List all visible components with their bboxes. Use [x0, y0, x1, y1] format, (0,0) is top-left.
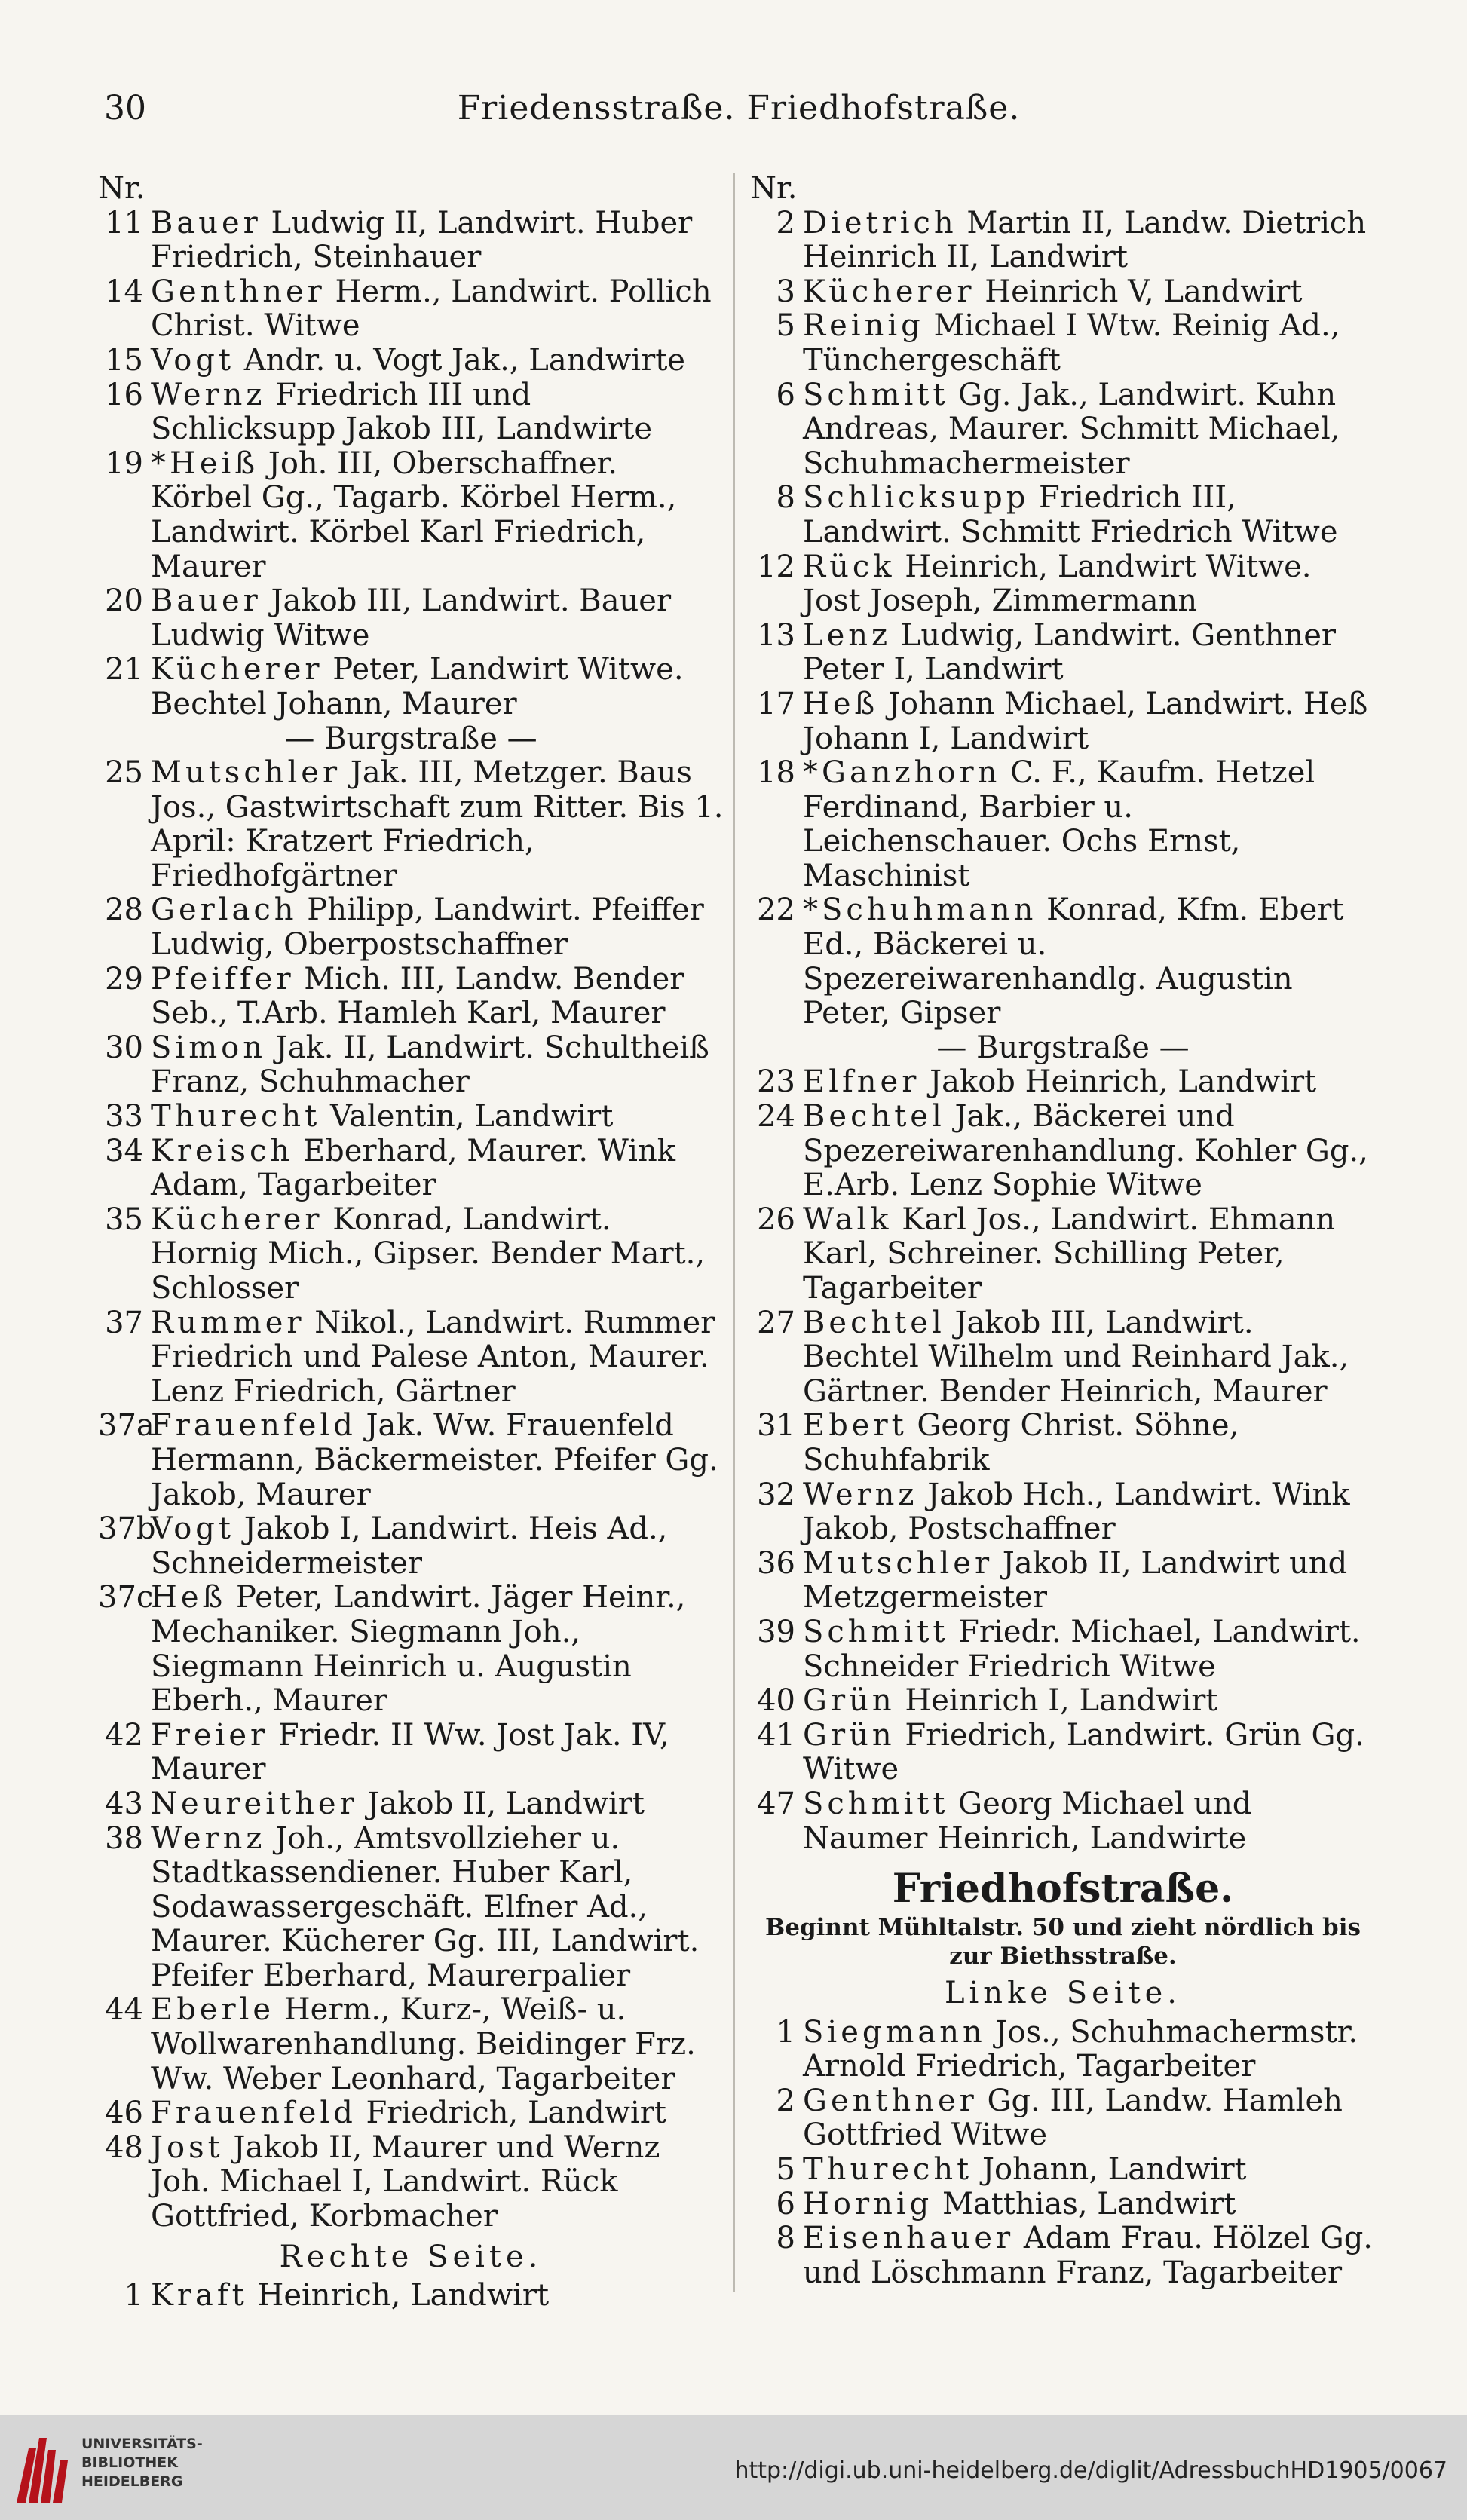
- list-item: [750, 2084, 1376, 2153]
- resident-surname: Grün: [803, 1717, 896, 1753]
- street-description: Beginnt Mühltalstr. 50 und zieht nördlich bis zur Biethsstraße.: [765, 1914, 1361, 1970]
- running-title: Friedensstraße. Friedhofstraße.: [457, 89, 1021, 127]
- page-number: 30: [104, 89, 146, 127]
- list-item: [98, 1993, 724, 2096]
- list-item: [750, 275, 1376, 310]
- resident-surname: Eberle: [151, 1992, 275, 2028]
- list-item: [98, 207, 724, 275]
- house-number: 37b: [98, 1511, 156, 1547]
- entry-list: [98, 756, 724, 2234]
- house-number: 20: [105, 583, 143, 619]
- right-column: [750, 172, 1376, 2290]
- house-number: 43: [105, 1786, 143, 1821]
- resident-surname: Gerlach: [151, 893, 298, 928]
- list-item: [98, 584, 724, 653]
- list-item: [98, 1031, 724, 1100]
- resident-details: Eberhard, Maurer. Wink Adam, Tagarbeiter: [151, 1133, 675, 1203]
- resident-surname: Freier: [151, 1717, 269, 1753]
- resident-details: Georg Christ. Söhne, Schuhfabrik: [803, 1408, 1239, 1477]
- resident-details: Adam Frau. Hölzel Gg. und Löschmann Franz, Tagarbeiter: [803, 2221, 1374, 2290]
- list-item: [750, 2153, 1376, 2188]
- list-item: [98, 653, 724, 721]
- resident-surname: Simon: [151, 1030, 266, 1065]
- list-item: [750, 2221, 1376, 2290]
- list-item: [98, 447, 724, 584]
- house-number: 28: [105, 893, 143, 928]
- entry-list: [750, 2016, 1376, 2291]
- resident-details: Georg Michael und Naumer Heinrich, Landwirte: [803, 1786, 1252, 1856]
- resident-details: Konrad, Landwirt. Hornig Mich., Gipser. Bender Mart., Schlosser: [151, 1202, 706, 1306]
- resident-surname: Rück: [803, 549, 896, 584]
- resident-details: Jakob Heinrich, Landwirt: [920, 1064, 1317, 1100]
- resident-details: Jakob Hch., Landwirt. Wink Jakob, Postschaffner: [803, 1477, 1350, 1547]
- house-number: 37c: [98, 1580, 154, 1615]
- resident-surname: Mutschler: [803, 1545, 994, 1581]
- list-item: [750, 1684, 1376, 1719]
- house-number: 46: [105, 2096, 143, 2131]
- house-number: 8: [776, 2221, 795, 2256]
- resident-surname: Schmitt: [803, 377, 949, 412]
- list-item: [750, 1547, 1376, 1615]
- resident-details: Friedrich III, Landwirt. Schmitt Friedrich Witwe: [803, 480, 1338, 550]
- column-divider: [734, 173, 735, 2292]
- resident-surname: Heß: [151, 1580, 227, 1615]
- house-number: 8: [776, 480, 795, 516]
- resident-details: Johann Michael, Landwirt. Heß Johann I, Landwirt: [803, 686, 1368, 756]
- list-item: [750, 1065, 1376, 1100]
- resident-details: Gg. III, Landw. Hamleh Gottfried Witwe: [803, 2083, 1343, 2153]
- house-number: 18: [757, 755, 795, 791]
- house-number: 23: [757, 1064, 795, 1100]
- nr-label: Nr.: [98, 171, 145, 206]
- house-number: 21: [105, 652, 143, 687]
- list-item: [750, 1787, 1376, 1856]
- resident-details: Herm., Landwirt. Pollich Christ. Witwe: [151, 274, 712, 344]
- resident-details: Philipp, Landwirt. Pfeiffer Ludwig, Oberpostschaffner: [151, 893, 704, 963]
- house-number: 22: [757, 893, 795, 928]
- list-item: [98, 2131, 724, 2234]
- resident-surname: Genthner: [151, 274, 326, 309]
- library-name-line: BIBLIOTHEK: [81, 2454, 178, 2471]
- resident-surname: *Schuhmann: [803, 893, 1037, 928]
- list-item: [750, 550, 1376, 619]
- list-item: [98, 1512, 724, 1581]
- house-number: 16: [105, 377, 143, 412]
- list-item: [98, 2096, 724, 2131]
- resident-surname: Wernz: [151, 377, 266, 412]
- list-item: [98, 1719, 724, 1787]
- resident-details: Heinrich V, Landwirt: [975, 274, 1303, 309]
- resident-details: Heinrich I, Landwirt: [895, 1683, 1218, 1719]
- house-number: 29: [105, 961, 143, 997]
- resident-details: Friedrich, Landwirt. Grün Gg. Witwe: [803, 1717, 1364, 1787]
- resident-details: Jak., Bäckerei und Spezereiwarenhandlung. Kohler Gg., E.Arb. Lenz Sophie Witwe: [803, 1099, 1368, 1203]
- house-number: 17: [757, 686, 795, 721]
- resident-surname: Kücherer: [803, 274, 975, 309]
- resident-details: Friedrich, Landwirt: [356, 2096, 666, 2131]
- list-item: [750, 619, 1376, 687]
- house-number: 37a: [98, 1408, 155, 1444]
- resident-details: Heinrich, Landwirt Witwe. Jost Joseph, Zimmermann: [803, 549, 1312, 619]
- resident-details: Friedr. II Ww. Jost Jak. IV, Maurer: [151, 1717, 669, 1787]
- entry-list: [98, 207, 724, 722]
- resident-surname: Bechtel: [803, 1099, 945, 1134]
- resident-surname: Vogt: [151, 342, 234, 378]
- house-number: 40: [757, 1683, 795, 1719]
- resident-surname: Kraft: [151, 2278, 248, 2313]
- house-number: 27: [757, 1305, 795, 1340]
- resident-surname: Genthner: [803, 2083, 978, 2118]
- house-number: 5: [776, 308, 795, 344]
- entry-list: [750, 1065, 1376, 1856]
- list-item: [98, 1306, 724, 1410]
- list-item: [98, 344, 724, 378]
- resident-details: Jak. III, Metzger. Baus Jos., Gastwirtschaft zum Ritter. Bis 1. April: Kratzert Friedrich, Friedhofgärtner: [151, 755, 724, 893]
- house-number: 11: [105, 205, 143, 240]
- resident-surname: Hornig: [803, 2186, 933, 2221]
- house-number: 33: [105, 1099, 143, 1134]
- left-column: [98, 172, 724, 2313]
- house-number: 3: [776, 274, 795, 309]
- resident-details: Karl Jos., Landwirt. Ehmann Karl, Schreiner. Schilling Peter, Tagarbeiter: [803, 1202, 1336, 1306]
- list-item: [750, 1615, 1376, 1684]
- house-number: 36: [757, 1545, 795, 1581]
- house-number: 48: [105, 2130, 143, 2165]
- house-number: 39: [757, 1614, 795, 1649]
- list-item: [98, 756, 724, 893]
- resident-details: Jakob I, Landwirt. Heis Ad., Schneidermeister: [151, 1511, 668, 1581]
- house-number: 24: [757, 1099, 795, 1134]
- list-item: [750, 2188, 1376, 2222]
- library-name: [81, 2435, 203, 2491]
- resident-surname: Kücherer: [151, 652, 323, 687]
- resident-details: C. F., Kaufm. Hetzel Ferdinand, Barbier u. Leichenschauer. Ochs Ernst, Maschinist: [803, 755, 1315, 893]
- resident-surname: Dietrich: [803, 205, 957, 240]
- library-name-line: HEIDELBERG: [81, 2473, 183, 2490]
- resident-surname: Jost: [151, 2130, 224, 2165]
- resident-details: Joh. III, Oberschaffner. Körbel Gg., Tagarb. Körbel Herm., Landwirt. Körbel Karl Friedrich, Maurer: [151, 446, 677, 584]
- resident-surname: Neureither: [151, 1786, 358, 1821]
- page-header: [98, 89, 1380, 131]
- list-item: [98, 1203, 724, 1306]
- resident-details: Nikol., Landwirt. Rummer Friedrich und Palese Anton, Maurer. Lenz Friedrich, Gärtner: [151, 1305, 715, 1409]
- house-number: 14: [105, 274, 143, 309]
- house-number: 30: [105, 1030, 143, 1065]
- side-heading: Rechte Seite.: [279, 2239, 543, 2274]
- footer-bar: [0, 2415, 1467, 2520]
- resident-details: Ludwig II, Landwirt. Huber Friedrich, Steinhauer: [151, 205, 693, 275]
- list-item: [750, 1719, 1376, 1787]
- resident-surname: Lenz: [803, 617, 892, 653]
- resident-surname: Rummer: [151, 1305, 305, 1340]
- resident-surname: Thurecht: [151, 1099, 321, 1134]
- house-number: 19: [105, 446, 143, 481]
- house-number: 44: [105, 1992, 143, 2028]
- street-marker: — Burgstraße —: [936, 1030, 1190, 1065]
- resident-surname: Wernz: [803, 1477, 918, 1512]
- house-number: 6: [776, 377, 795, 412]
- library-logo-icon: [14, 2427, 72, 2506]
- house-number: 2: [776, 205, 795, 240]
- house-number: 34: [105, 1133, 143, 1168]
- resident-details: Michael I Wtw. Reinig Ad., Tünchergeschäft: [803, 308, 1340, 378]
- list-item: [98, 2279, 724, 2313]
- resident-surname: Grün: [803, 1683, 896, 1719]
- resident-details: Valentin, Landwirt: [320, 1099, 614, 1134]
- resident-details: Andr. u. Vogt Jak., Landwirte: [234, 342, 685, 378]
- resident-details: Jakob II, Maurer und Wernz Joh. Michael I, Landwirt. Rück Gottfried, Korbmacher: [151, 2130, 660, 2234]
- street-title: Friedhofstraße.: [892, 1866, 1234, 1912]
- house-number: 26: [757, 1202, 795, 1237]
- house-number: 38: [105, 1820, 143, 1856]
- resident-details: Ludwig, Landwirt. Genthner Peter I, Landwirt: [803, 617, 1336, 687]
- house-number: 13: [757, 617, 795, 653]
- list-item: [98, 275, 724, 344]
- house-number: 5: [776, 2152, 795, 2188]
- list-item: [750, 1203, 1376, 1306]
- resident-surname: Ebert: [803, 1408, 908, 1444]
- list-item: [750, 687, 1376, 756]
- entry-list: [750, 207, 1376, 1031]
- house-number: 47: [757, 1786, 795, 1821]
- resident-surname: Eisenhauer: [803, 2221, 1015, 2256]
- house-number: 15: [105, 342, 143, 378]
- resident-details: Peter, Landwirt. Jäger Heinr., Mechaniker. Siegmann Joh., Siegmann Heinrich u. Augustin Eberh., Maurer: [151, 1580, 686, 1719]
- entry-list: [98, 2279, 724, 2313]
- resident-surname: Kücherer: [151, 1202, 323, 1237]
- list-item: [98, 1822, 724, 1994]
- resident-surname: Bauer: [151, 205, 262, 240]
- list-item: [750, 1409, 1376, 1477]
- list-item: [98, 1787, 724, 1822]
- resident-details: Mich. III, Landw. Bender Seb., T.Arb. Hamleh Karl, Maurer: [151, 961, 684, 1031]
- list-item: [750, 207, 1376, 275]
- resident-surname: Schmitt: [803, 1614, 949, 1649]
- list-item: [750, 1306, 1376, 1410]
- resident-details: Jakob III, Landwirt. Bechtel Wilhelm und Reinhard Jak., Gärtner. Bender Heinrich, Maurer: [803, 1305, 1349, 1409]
- street-marker: — Burgstraße —: [284, 721, 537, 756]
- list-item: [98, 963, 724, 1031]
- list-item: [750, 1100, 1376, 1203]
- resident-surname: Schmitt: [803, 1786, 949, 1821]
- resident-details: Friedr. Michael, Landwirt. Schneider Friedrich Witwe: [803, 1614, 1361, 1684]
- resident-details: Joh., Amtsvollzieher u. Stadtkassendiener. Huber Karl, Sodawassergeschäft. Elfner Ad., Maurer. Kücherer Gg. III, Landwirt. Pfeifer Eberhard, Maurerpalier: [151, 1820, 700, 1993]
- resident-details: Jos., Schuhmachermstr. Arnold Friedrich, Tagarbeiter: [803, 2014, 1358, 2084]
- house-number: 37: [105, 1305, 143, 1340]
- house-number: 6: [776, 2186, 795, 2221]
- list-item: [750, 481, 1376, 550]
- side-heading: Linke Seite.: [944, 1976, 1182, 2011]
- house-number: 41: [757, 1717, 795, 1753]
- resident-surname: Frauenfeld: [151, 2096, 357, 2131]
- list-item: [750, 1478, 1376, 1547]
- resident-details: Jak. Ww. Frauenfeld Hermann, Bäckermeister. Pfeifer Gg. Jakob, Maurer: [151, 1408, 718, 1512]
- resident-surname: Heß: [803, 686, 879, 721]
- resident-details: Johann, Landwirt: [972, 2152, 1247, 2188]
- list-item: [98, 893, 724, 962]
- library-name-line: UNIVERSITÄTS-: [81, 2436, 203, 2452]
- house-number: 12: [757, 549, 795, 584]
- resident-details: Konrad, Kfm. Ebert Ed., Bäckerei u. Spezereiwarenhandlg. Augustin Peter, Gipser: [803, 893, 1344, 1031]
- resident-surname: Wernz: [151, 1820, 266, 1856]
- resident-surname: Elfner: [803, 1064, 920, 1100]
- house-number: 32: [757, 1477, 795, 1512]
- resident-surname: Vogt: [151, 1511, 234, 1547]
- resident-surname: Walk: [803, 1202, 893, 1237]
- resident-surname: *Heiß: [151, 446, 259, 481]
- resident-surname: Bauer: [151, 583, 262, 619]
- house-number: 1: [776, 2014, 795, 2050]
- resident-surname: Thurecht: [803, 2152, 973, 2188]
- house-number: 25: [105, 755, 143, 791]
- resident-surname: Mutschler: [151, 755, 341, 791]
- house-number: 1: [124, 2278, 143, 2313]
- list-item: [98, 1100, 724, 1134]
- house-number: 42: [105, 1717, 143, 1753]
- house-number: 35: [105, 1202, 143, 1237]
- resident-surname: Frauenfeld: [151, 1408, 357, 1444]
- list-item: [98, 378, 724, 447]
- resident-details: Jakob II, Landwirt: [357, 1786, 645, 1821]
- resident-surname: Siegmann: [803, 2014, 986, 2050]
- resident-surname: Kreisch: [151, 1133, 294, 1168]
- list-item: [98, 1581, 724, 1718]
- resident-surname: Schlicksupp: [803, 480, 1030, 516]
- resident-details: Heinrich, Landwirt: [247, 2278, 550, 2313]
- nr-label: Nr.: [750, 171, 798, 206]
- resident-details: Herm., Kurz-, Weiß- u. Wollwarenhandlung. Beidinger Frz. Ww. Weber Leonhard, Tagarbeiter: [151, 1992, 696, 2096]
- list-item: [98, 1134, 724, 1203]
- list-item: [750, 2016, 1376, 2084]
- list-item: [750, 893, 1376, 1030]
- resident-details: Peter, Landwirt Witwe. Bechtel Johann, Maurer: [151, 652, 684, 721]
- resident-details: Jak. II, Landwirt. Schultheiß Franz, Schuhmacher: [151, 1030, 709, 1100]
- list-item: [750, 378, 1376, 482]
- house-number: 31: [757, 1408, 795, 1444]
- house-number: 2: [776, 2083, 795, 2118]
- resident-details: Martin II, Landw. Dietrich Heinrich II, Landwirt: [803, 205, 1367, 275]
- resident-surname: Bechtel: [803, 1305, 945, 1340]
- resident-details: Jakob III, Landwirt. Bauer Ludwig Witwe: [151, 583, 672, 653]
- resident-surname: *Ganzhorn: [803, 755, 1001, 791]
- resident-details: Jakob II, Landwirt und Metzgermeister: [803, 1545, 1348, 1615]
- resident-details: Matthias, Landwirt: [933, 2186, 1236, 2221]
- source-url-link[interactable]: http://digi.ub.uni-heidelberg.de/diglit/AdressbuchHD1905/0067: [734, 2457, 1447, 2484]
- list-item: [750, 309, 1376, 378]
- resident-details: Friedrich III und Schlicksupp Jakob III, Landwirte: [151, 377, 653, 447]
- resident-details: Gg. Jak., Landwirt. Kuhn Andreas, Maurer. Schmitt Michael, Schuhmachermeister: [803, 377, 1340, 481]
- list-item: [98, 1409, 724, 1512]
- list-item: [750, 756, 1376, 893]
- resident-surname: Pfeiffer: [151, 961, 295, 997]
- resident-surname: Reinig: [803, 308, 924, 344]
